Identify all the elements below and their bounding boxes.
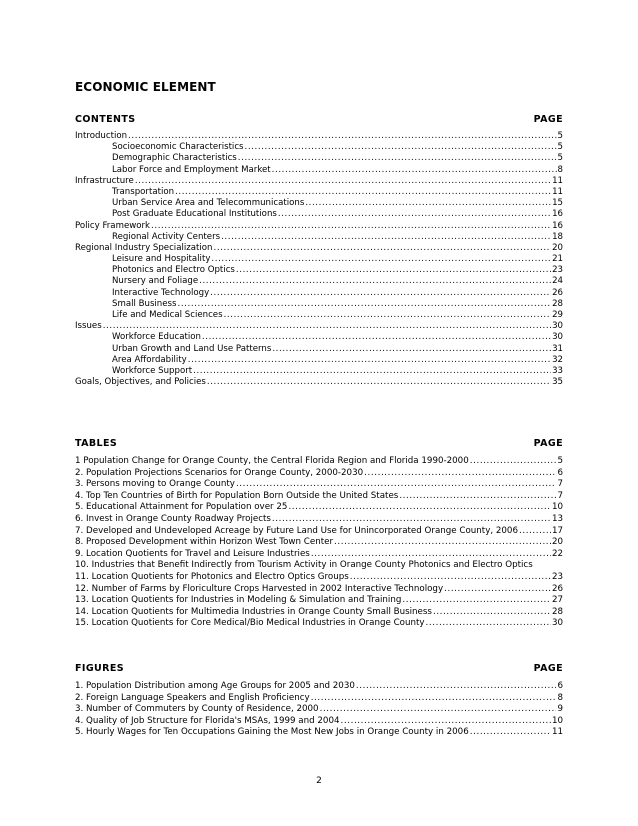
dot-leader bbox=[311, 549, 551, 561]
toc-entry bbox=[75, 310, 563, 321]
figures-section bbox=[75, 662, 563, 739]
contents-section bbox=[75, 113, 563, 388]
toc-entry bbox=[75, 221, 563, 232]
toc-entry-label: 4. Top Ten Countries of Birth for Population Born Outside the United States bbox=[75, 490, 399, 501]
toc-entry-page: 26 bbox=[551, 583, 563, 594]
toc-entry bbox=[75, 165, 563, 176]
toc-entry bbox=[75, 681, 563, 693]
toc-entry-label: 11. Location Quotients for Photonics and Electro Optics Groups bbox=[75, 571, 349, 582]
toc-entry-label: Urban Growth and Land Use Patterns bbox=[112, 343, 272, 354]
dot-leader bbox=[364, 468, 556, 480]
toc-entry-page: 35 bbox=[552, 377, 563, 388]
dot-leader bbox=[188, 355, 551, 366]
toc-entry bbox=[75, 468, 563, 480]
dot-leader bbox=[224, 310, 551, 321]
dot-leader bbox=[202, 332, 551, 343]
toc-entry-label: Introduction bbox=[75, 131, 128, 141]
toc-entry-page: 18 bbox=[552, 231, 563, 242]
toc-entry-label: Workforce Education bbox=[112, 332, 201, 343]
dot-leader bbox=[207, 377, 551, 388]
figures-list bbox=[75, 681, 563, 739]
toc-entry-page: 16 bbox=[552, 220, 563, 231]
toc-entry-page: 13 bbox=[551, 513, 563, 524]
toc-entry-label: Interactive Technology bbox=[112, 287, 210, 298]
dot-leader bbox=[402, 595, 551, 607]
toc-entry-label: 6. Invest in Orange County Roadway Projects bbox=[75, 513, 271, 524]
dot-leader bbox=[236, 479, 557, 491]
toc-entry-label: 1 Population Change for Orange County, the Central Florida Region and Florida 1990-2000 bbox=[75, 456, 469, 466]
toc-entry-label: Life and Medical Sciences bbox=[112, 310, 223, 320]
toc-entry bbox=[75, 321, 563, 332]
toc-entry-page: 32 bbox=[552, 354, 563, 365]
contents-header bbox=[75, 113, 563, 127]
toc-entry-label: 2. Population Projections Scenarios for Orange County, 2000-2030 bbox=[75, 467, 364, 478]
toc-entry-page: 28 bbox=[552, 298, 563, 309]
toc-entry-page: 8 bbox=[557, 164, 563, 175]
toc-entry bbox=[75, 537, 563, 549]
dot-leader bbox=[519, 526, 551, 538]
toc-entry-label: Photonics and Electro Optics bbox=[112, 265, 235, 276]
dot-leader bbox=[211, 254, 551, 265]
dot-leader bbox=[128, 131, 556, 142]
toc-entry bbox=[75, 456, 563, 468]
toc-entry-label: 5. Educational Attainment for Population over 25 bbox=[75, 502, 288, 513]
toc-entry-page: 27 bbox=[551, 595, 563, 606]
dot-leader bbox=[470, 456, 557, 468]
toc-entry-page: 31 bbox=[552, 343, 563, 354]
dot-leader bbox=[213, 243, 551, 254]
toc-entry-label: Leisure and Hospitality bbox=[112, 254, 211, 265]
toc-entry-page: 11 bbox=[552, 186, 563, 197]
toc-entry-label: Area Affordability bbox=[112, 354, 187, 365]
toc-entry-label: 15. Location Quotients for Core Medical/Bio Medical Industries in Orange County bbox=[75, 618, 425, 629]
toc-entry-label: Urban Service Area and Telecommunications bbox=[112, 198, 305, 209]
toc-entry bbox=[75, 479, 563, 491]
toc-entry bbox=[75, 584, 563, 596]
toc-entry-page: 20 bbox=[552, 242, 563, 253]
dot-leader bbox=[334, 537, 551, 549]
toc-entry-label: 3. Number of Commuters by County of Residence, 2000 bbox=[75, 704, 319, 715]
toc-entry bbox=[75, 693, 563, 705]
toc-entry bbox=[75, 243, 563, 254]
toc-entry-page: 5 bbox=[557, 131, 563, 141]
toc-entry-label: Regional Activity Centers bbox=[112, 231, 221, 242]
dot-leader bbox=[210, 288, 551, 299]
toc-entry-label: 8. Proposed Development within Horizon West Town Center bbox=[75, 537, 334, 548]
toc-entry-page: 6 bbox=[557, 467, 563, 478]
toc-entry bbox=[75, 187, 563, 198]
dot-leader bbox=[135, 176, 551, 187]
dot-leader bbox=[288, 502, 551, 514]
toc-entry bbox=[75, 377, 563, 388]
dot-leader bbox=[399, 491, 556, 503]
toc-entry-label: Policy Framework bbox=[75, 220, 151, 231]
toc-entry-label: Socioeconomic Characteristics bbox=[112, 142, 244, 153]
toc-entry-label: Transportation bbox=[112, 186, 175, 197]
dot-leader bbox=[193, 366, 551, 377]
dot-leader bbox=[238, 153, 557, 164]
toc-entry bbox=[75, 502, 563, 514]
tables-list bbox=[75, 456, 563, 630]
toc-entry-label: Labor Force and Employment Market bbox=[112, 164, 271, 175]
toc-entry-page: 29 bbox=[552, 310, 563, 320]
toc-entry bbox=[75, 716, 563, 728]
dot-leader bbox=[311, 693, 557, 705]
tables-page-label: PAGE bbox=[533, 438, 563, 449]
toc-entry bbox=[75, 704, 563, 716]
dot-leader bbox=[221, 232, 551, 243]
toc-entry bbox=[75, 276, 563, 287]
page-title: ECONOMIC ELEMENT bbox=[75, 80, 216, 94]
toc-entry-page: 23 bbox=[552, 265, 563, 276]
dot-leader bbox=[350, 572, 551, 584]
toc-entry-page: 11 bbox=[551, 727, 563, 738]
toc-entry bbox=[75, 142, 563, 153]
toc-entry-label: Small Business bbox=[112, 298, 177, 309]
contents-page-label: PAGE bbox=[533, 114, 563, 125]
toc-entry bbox=[75, 572, 563, 584]
toc-entry-page: 5 bbox=[557, 456, 563, 466]
toc-entry-page: 10 bbox=[551, 502, 563, 513]
toc-entry bbox=[75, 288, 563, 299]
toc-entry-page: 6 bbox=[557, 681, 563, 691]
tables-section bbox=[75, 437, 563, 630]
toc-entry-page: 7 bbox=[557, 490, 563, 501]
toc-entry bbox=[75, 355, 563, 366]
dot-leader bbox=[199, 276, 551, 287]
figures-title: FIGURES bbox=[75, 663, 124, 674]
toc-entry-page: 23 bbox=[551, 571, 563, 582]
dot-leader bbox=[175, 187, 551, 198]
toc-entry bbox=[75, 265, 563, 276]
figures-page-label: PAGE bbox=[533, 663, 563, 674]
toc-entry-page: 15 bbox=[552, 198, 563, 209]
toc-entry-page: 30 bbox=[552, 332, 563, 343]
page-number: 2 bbox=[316, 776, 322, 786]
toc-entry-page: 7 bbox=[557, 479, 563, 490]
dot-leader bbox=[236, 265, 551, 276]
toc-entry bbox=[75, 131, 563, 142]
toc-entry-page: 10 bbox=[551, 715, 563, 726]
dot-leader bbox=[103, 321, 551, 332]
dot-leader bbox=[320, 704, 557, 716]
toc-entry bbox=[75, 198, 563, 209]
toc-entry bbox=[75, 209, 563, 220]
dot-leader bbox=[272, 165, 557, 176]
toc-entry-page: 5 bbox=[557, 153, 563, 164]
toc-entry-page: 20 bbox=[551, 537, 563, 548]
toc-entry-label: Issues bbox=[75, 321, 102, 332]
toc-entry bbox=[75, 254, 563, 265]
dot-leader bbox=[272, 344, 551, 355]
toc-entry bbox=[75, 344, 563, 355]
contents-list bbox=[75, 131, 563, 388]
toc-entry-label: 12. Number of Farms by Floriculture Crops Harvested in 2002 Interactive Technology bbox=[75, 583, 444, 594]
dot-leader bbox=[426, 618, 551, 630]
dot-leader bbox=[151, 221, 551, 232]
tables-title: TABLES bbox=[75, 438, 118, 449]
toc-entry-page: 30 bbox=[552, 321, 563, 332]
toc-entry-label: 1. Population Distribution among Age Groups for 2005 and 2030 bbox=[75, 681, 355, 691]
dot-leader bbox=[272, 514, 551, 526]
toc-entry-label: 7. Developed and Undeveloped Acreage by Future Land Use for Unincorporated Orange County, 2006 bbox=[75, 525, 518, 536]
toc-entry-page: 21 bbox=[552, 254, 563, 265]
toc-entry-label: Post Graduate Educational Institutions bbox=[112, 209, 277, 220]
toc-entry-label: 3. Persons moving to Orange County bbox=[75, 479, 235, 490]
toc-entry-page: 17 bbox=[551, 525, 563, 536]
toc-entry bbox=[75, 526, 563, 538]
toc-entry bbox=[75, 299, 563, 310]
dot-leader bbox=[470, 727, 551, 739]
toc-entry-label: Nursery and Foliage bbox=[112, 276, 199, 287]
toc-entry-page: 11 bbox=[552, 175, 563, 186]
toc-entry-label: 4. Quality of Job Structure for Florida's MSAs, 1999 and 2004 bbox=[75, 715, 340, 726]
toc-entry-label: Workforce Support bbox=[112, 365, 193, 376]
toc-entry-label: 9. Location Quotients for Travel and Leisure Industries bbox=[75, 548, 310, 559]
dot-leader bbox=[433, 607, 551, 619]
dot-leader bbox=[245, 142, 557, 153]
toc-entry-label: 2. Foreign Language Speakers and English Proficiency bbox=[75, 692, 310, 703]
toc-entry bbox=[75, 332, 563, 343]
toc-entry-label: 14. Location Quotients for Multimedia Industries in Orange County Small Business bbox=[75, 606, 432, 617]
toc-entry-label: 5. Hourly Wages for Ten Occupations Gaining the Most New Jobs in Orange County in 2006 bbox=[75, 727, 469, 738]
toc-entry bbox=[75, 618, 563, 630]
dot-leader bbox=[444, 584, 551, 596]
toc-entry bbox=[75, 366, 563, 377]
toc-entry-page: 24 bbox=[552, 276, 563, 287]
toc-entry-page: 9 bbox=[557, 704, 563, 715]
toc-entry bbox=[75, 727, 563, 739]
dot-leader bbox=[356, 681, 557, 693]
toc-entry bbox=[75, 153, 563, 164]
toc-entry bbox=[75, 176, 563, 187]
dot-leader bbox=[305, 198, 551, 209]
toc-entry-page: 5 bbox=[557, 142, 563, 153]
dot-leader bbox=[178, 299, 552, 310]
figures-header bbox=[75, 662, 563, 676]
toc-entry bbox=[75, 514, 563, 526]
toc-entry-label: Infrastructure bbox=[75, 175, 134, 186]
contents-title: CONTENTS bbox=[75, 114, 136, 125]
toc-entry-page: 26 bbox=[552, 287, 563, 298]
dot-leader bbox=[341, 716, 551, 728]
toc-entry-label: Regional Industry Specialization bbox=[75, 242, 213, 253]
toc-entry-label: 10. Industries that Benefit Indirectly from Tourism Activity in Orange County Photonics and Electro Optics bbox=[75, 560, 533, 571]
toc-entry-page: 22 bbox=[551, 548, 563, 559]
tables-header bbox=[75, 437, 563, 451]
dot-leader bbox=[278, 209, 551, 220]
toc-entry-page: 30 bbox=[551, 618, 563, 629]
toc-entry-page: 28 bbox=[551, 606, 563, 617]
toc-entry-page: 16 bbox=[552, 209, 563, 220]
toc-entry-page: 33 bbox=[552, 365, 563, 376]
toc-entry bbox=[75, 232, 563, 243]
toc-entry bbox=[75, 607, 563, 619]
toc-entry-label: 13. Location Quotients for Industries in Modeling & Simulation and Training bbox=[75, 595, 402, 606]
toc-entry bbox=[75, 549, 563, 561]
toc-entry-label: Demographic Characteristics bbox=[112, 153, 237, 164]
toc-entry bbox=[75, 595, 563, 607]
toc-entry bbox=[75, 560, 563, 572]
toc-entry-page: 8 bbox=[557, 692, 563, 703]
toc-entry bbox=[75, 491, 563, 503]
toc-entry-label: Goals, Objectives, and Policies bbox=[75, 377, 206, 388]
